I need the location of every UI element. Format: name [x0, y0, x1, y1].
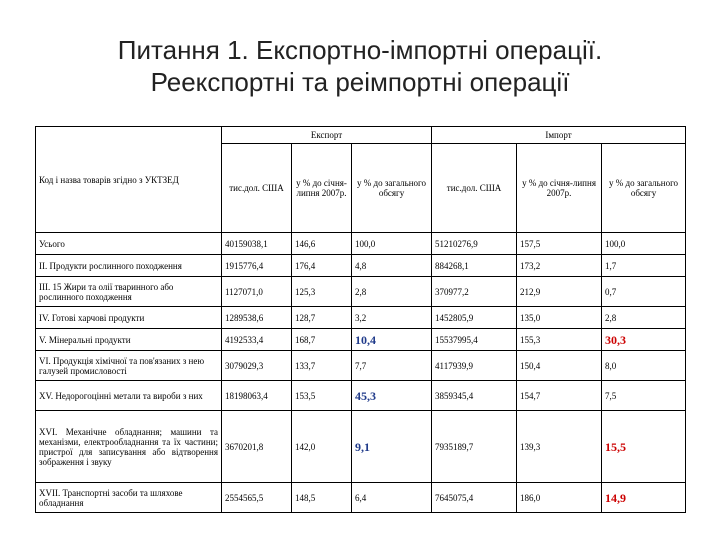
- import-value: 7645075,4: [432, 483, 517, 513]
- export-value: 3079029,3: [222, 351, 292, 381]
- table-row: [36, 381, 686, 411]
- export-pct-prev: 142,0: [292, 411, 352, 483]
- table-row: [36, 329, 686, 351]
- export-pct-total: 100,0: [352, 233, 432, 255]
- import-value: 1452805,9: [432, 307, 517, 329]
- group-header-row: [36, 127, 686, 144]
- title-line-2: Реекспортні та реімпортні операції: [150, 67, 570, 97]
- row-name: XVI. Механічне обладнання; машини та механізми, електрообладнання та їх частини; пристрої для записування або відтворення зображення і звуку: [36, 411, 222, 483]
- import-pct-prev: 150,4: [517, 351, 602, 381]
- export-pct-total: 45,3: [352, 381, 432, 411]
- col-export-value: тис.дол. США: [222, 144, 292, 233]
- col-import-pct-total: у % до загального обсягу: [602, 144, 686, 233]
- table-row: [36, 411, 686, 483]
- import-pct-prev: 212,9: [517, 277, 602, 307]
- export-pct-total: 4,8: [352, 255, 432, 277]
- export-value: 1289538,6: [222, 307, 292, 329]
- import-value: 51210276,9: [432, 233, 517, 255]
- export-value: 2554565,5: [222, 483, 292, 513]
- import-pct-prev: 155,3: [517, 329, 602, 351]
- row-name: XVII. Транспортні засоби та шляхове обладнання: [36, 483, 222, 513]
- export-value: 40159038,1: [222, 233, 292, 255]
- row-name: ІІ. Продукти рослинного походження: [36, 255, 222, 277]
- import-value: 15537995,4: [432, 329, 517, 351]
- import-pct-prev: 157,5: [517, 233, 602, 255]
- import-group-header: Імпорт: [432, 127, 686, 144]
- col-export-pct-prev: у % до січня-липня 2007р.: [292, 144, 352, 233]
- row-header-cell: Код і назва товарів згідно з УКТЗЕД: [36, 127, 222, 233]
- export-value: 18198063,4: [222, 381, 292, 411]
- import-pct-prev: 139,3: [517, 411, 602, 483]
- row-name: VI. Продукція хімічної та пов'язаних з нею галузей промисловості: [36, 351, 222, 381]
- table-row: [36, 233, 686, 255]
- col-export-pct-total: у % до загального обсягу: [352, 144, 432, 233]
- table-row: [36, 351, 686, 381]
- title-line-1: Питання 1. Експортно-імпортні операції.: [117, 35, 603, 65]
- import-pct-total: 2,8: [602, 307, 686, 329]
- import-pct-prev: 186,0: [517, 483, 602, 513]
- export-pct-total: 10,4: [352, 329, 432, 351]
- import-pct-prev: 154,7: [517, 381, 602, 411]
- trade-table: [35, 126, 686, 513]
- import-pct-total: 7,5: [602, 381, 686, 411]
- export-pct-prev: 168,7: [292, 329, 352, 351]
- import-pct-total: 8,0: [602, 351, 686, 381]
- export-pct-prev: 133,7: [292, 351, 352, 381]
- import-pct-total: 100,0: [602, 233, 686, 255]
- export-pct-prev: 148,5: [292, 483, 352, 513]
- import-value: 3859345,4: [432, 381, 517, 411]
- col-import-value: тис.дол. США: [432, 144, 517, 233]
- import-pct-total: 14,9: [602, 483, 686, 513]
- import-pct-total: 15,5: [602, 411, 686, 483]
- col-import-pct-prev: у % до січня-липня 2007р.: [517, 144, 602, 233]
- import-value: 4117939,9: [432, 351, 517, 381]
- import-value: 370977,2: [432, 277, 517, 307]
- export-pct-prev: 146,6: [292, 233, 352, 255]
- import-pct-total: 0,7: [602, 277, 686, 307]
- row-name: V. Мінеральні продукти: [36, 329, 222, 351]
- import-value: 884268,1: [432, 255, 517, 277]
- export-pct-prev: 128,7: [292, 307, 352, 329]
- export-pct-prev: 176,4: [292, 255, 352, 277]
- export-pct-total: 3,2: [352, 307, 432, 329]
- import-value: 7935189,7: [432, 411, 517, 483]
- import-pct-prev: 135,0: [517, 307, 602, 329]
- row-name: ІІІ. 15 Жири та олії тваринного або рослинного походження: [36, 277, 222, 307]
- slide-title: [0, 34, 720, 98]
- export-group-header: Експорт: [222, 127, 432, 144]
- import-pct-prev: 173,2: [517, 255, 602, 277]
- row-name: Усього: [36, 233, 222, 255]
- row-name: IV. Готові харчові продукти: [36, 307, 222, 329]
- table-row: [36, 277, 686, 307]
- import-pct-total: 1,7: [602, 255, 686, 277]
- export-pct-prev: 153,5: [292, 381, 352, 411]
- export-value: 3670201,8: [222, 411, 292, 483]
- export-value: 4192533,4: [222, 329, 292, 351]
- export-value: 1127071,0: [222, 277, 292, 307]
- export-pct-total: 7,7: [352, 351, 432, 381]
- row-name: XV. Недорогоцінні метали та вироби з них: [36, 381, 222, 411]
- table-row: [36, 307, 686, 329]
- table-row: [36, 255, 686, 277]
- export-pct-prev: 125,3: [292, 277, 352, 307]
- export-pct-total: 9,1: [352, 411, 432, 483]
- import-pct-total: 30,3: [602, 329, 686, 351]
- export-pct-total: 2,8: [352, 277, 432, 307]
- export-pct-total: 6,4: [352, 483, 432, 513]
- table-row: [36, 483, 686, 513]
- export-value: 1915776,4: [222, 255, 292, 277]
